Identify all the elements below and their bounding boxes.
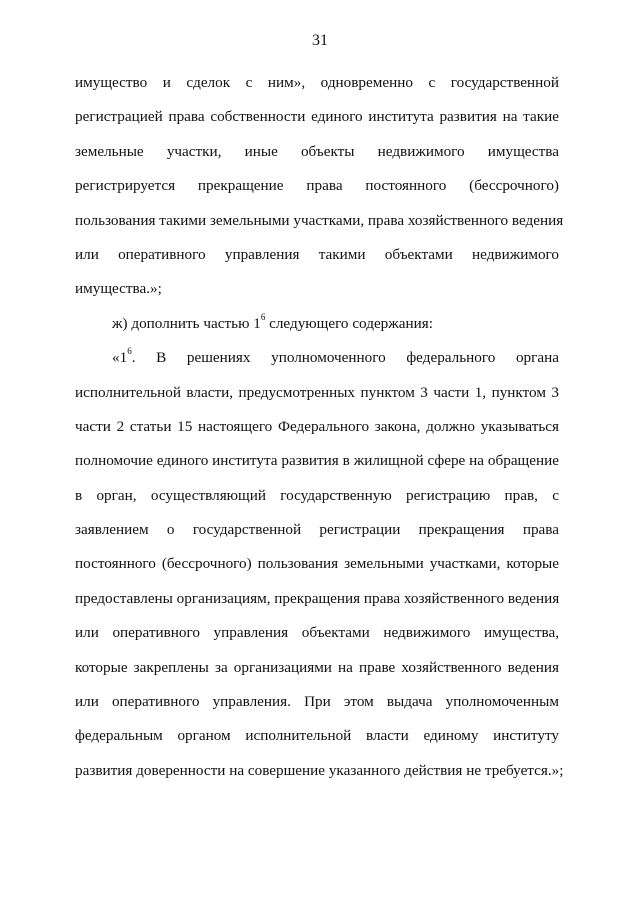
text-line: которые закреплены за организациями на праве хозяйственного ведения [75,658,559,676]
text-line: имущества.»; [75,280,162,298]
text-line: полномочие единого института развития в жилищной сфере на обращение [75,452,559,470]
text-line: или оперативного управления объектами недвижимого имущества, [75,624,559,642]
text-line: части 2 статьи 15 настоящего Федерального закона, должно указываться [75,417,559,435]
text-line: пользования такими земельными участками, права хозяйственного ведения [75,211,564,229]
paragraph-16-text: . В решениях уполномоченного федерального органа [131,349,559,367]
item-zh-heading [75,307,559,341]
superscript: 6 [127,346,132,357]
text-line: заявлением о государственной регистрации прекращения права [75,521,559,539]
text-line: или оперативного управления. При этом выдача уполномоченным [75,693,559,711]
text-line: земельные участки, иные объекты недвижимого имущества [75,142,559,160]
text-line: федеральным органом исполнительной власти единому институту [75,727,559,745]
paragraph-16-label: «1 [112,349,128,367]
text-line: имущество и сделок с ним», одновременно с государственной [75,74,559,91]
page-number: 31 [312,32,328,49]
text-line: исполнительной власти, предусмотренных пунктом 3 части 1, пунктом 3 [75,383,559,401]
item-zh-text-tail: следующего содержания: [265,314,433,332]
text-line: развития доверенности на совершение указанного действия не требуется.»; [75,761,564,779]
paragraph-16-first-line [75,341,559,375]
text-line: регистрацией права собственности единого института развития на такие [75,108,559,126]
text-line: постоянного (бессрочного) пользования земельными участками, которые [75,555,559,573]
item-zh-text: ж) дополнить частью 1 [112,314,261,332]
superscript: 6 [260,311,266,322]
text-line: в орган, осуществляющий государственную регистрацию прав, с [75,486,559,504]
document-body [75,66,564,788]
text-line: предоставлены организациям, прекращения права хозяйственного ведения [75,589,560,607]
text-line: или оперативного управления такими объектами недвижимого [75,245,559,263]
text-line: регистрируется прекращение права постоянного (бессрочного) [75,177,559,195]
